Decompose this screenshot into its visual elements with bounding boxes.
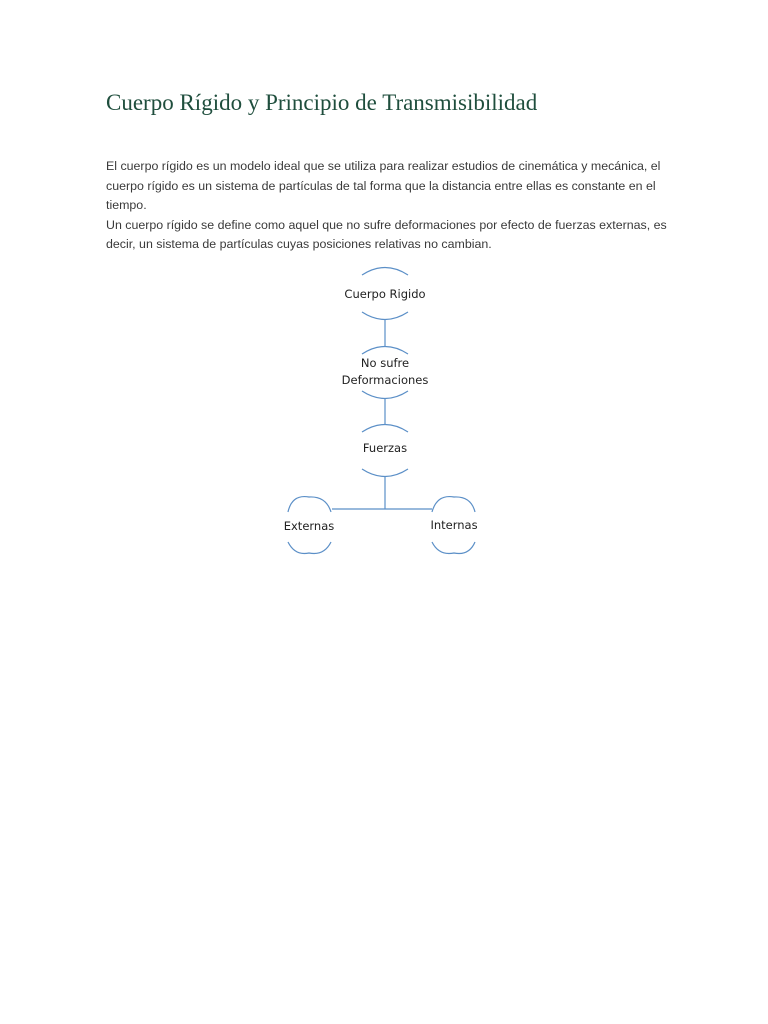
paragraph-2: Un cuerpo rígido se define como aquel que no sufre deformaciones por efecto de fuerzas externas, es decir, un sistema de partículas cuyas posiciones relativas no cambian. bbox=[106, 217, 667, 251]
node-no-sufre-label-line2: Deformaciones bbox=[341, 373, 429, 387]
paragraph-1: El cuerpo rígido es un modelo ideal que se utiliza para realizar estudios de cinemática y mecánica, el cuerpo rígido es un sistema de partículas de tal forma que la distancia entre ellas es constante en el tiempo. bbox=[106, 159, 661, 212]
node-fuerzas-label: Fuerzas bbox=[362, 441, 408, 455]
node-cuerpo-rigido-label: Cuerpo Rigido bbox=[344, 287, 426, 301]
node-no-sufre-label-line1: No sufre bbox=[360, 356, 410, 370]
node-internas-label: Internas bbox=[430, 518, 478, 532]
node-externas-label: Externas bbox=[283, 519, 335, 533]
page-title: Cuerpo Rígido y Principio de Transmisibilidad bbox=[106, 90, 538, 115]
